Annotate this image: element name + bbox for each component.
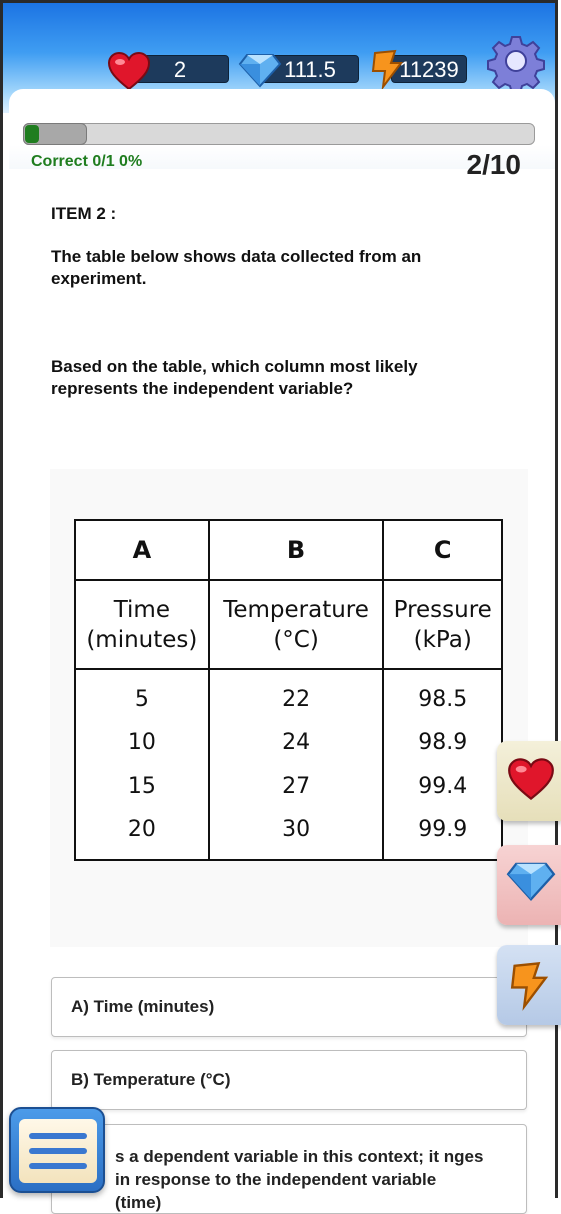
correct-status: Correct 0/1 0%	[31, 153, 143, 170]
answer-option-c-label: s a dependent variable in this context; it nges in response to the independent variable (time)	[115, 1147, 484, 1212]
table-cell: 30	[209, 808, 384, 860]
item-title: ITEM 2 :	[51, 204, 117, 223]
table-row	[75, 765, 502, 809]
table-row	[75, 669, 502, 721]
table-row	[75, 721, 502, 765]
table-row	[75, 808, 502, 860]
table-cell: 98.5	[383, 669, 502, 721]
table-header-row	[75, 520, 502, 580]
table-cell: 98.9	[383, 721, 502, 765]
unit-label: (°C)	[273, 626, 319, 653]
unit-name: Temperature	[223, 596, 369, 623]
unit-label: (minutes)	[86, 626, 198, 653]
answer-option-b[interactable]: B) Temperature (°C)	[51, 1050, 527, 1110]
bolt-icon	[369, 49, 405, 89]
question-counter: 2/10	[466, 149, 521, 180]
menu-button[interactable]	[9, 1107, 105, 1193]
table-header-cell: C	[383, 520, 502, 580]
progress-track	[23, 123, 535, 145]
table-unit-cell	[383, 580, 502, 669]
table-cell: 24	[209, 721, 384, 765]
gems-counter: 111.5	[261, 55, 359, 83]
unit-name: Pressure	[393, 596, 492, 623]
buy-hearts-button[interactable]	[497, 741, 561, 821]
buy-bolts-button[interactable]	[497, 945, 561, 1025]
table-cell: 22	[209, 669, 384, 721]
buy-gems-button[interactable]	[497, 845, 561, 925]
data-table	[74, 519, 503, 861]
table-cell: 99.9	[383, 808, 502, 860]
table-cell: 99.4	[383, 765, 502, 809]
table-cell: 15	[75, 765, 209, 809]
menu-icon	[19, 1119, 97, 1183]
table-cell: 27	[209, 765, 384, 809]
bolt-icon	[507, 961, 551, 1009]
hearts-counter: 2	[131, 55, 229, 83]
table-cell: 10	[75, 721, 209, 765]
heart-icon	[107, 51, 151, 91]
question-intro: The table below shows data collected from an experiment.	[51, 247, 422, 288]
heart-icon	[507, 757, 555, 801]
answer-option-a[interactable]: A) Time (minutes)	[51, 977, 527, 1037]
table-unit-cell	[75, 580, 209, 669]
table-unit-cell	[209, 580, 384, 669]
bolts-counter: 11239	[391, 55, 467, 83]
unit-name: Time	[113, 596, 170, 623]
gear-icon[interactable]	[490, 35, 542, 87]
table-cell: 20	[75, 808, 209, 860]
gem-icon	[507, 861, 555, 901]
table-header-cell: A	[75, 520, 209, 580]
gem-icon	[239, 53, 281, 87]
answer-option-c[interactable]	[51, 1124, 527, 1214]
question-prompt: Based on the table, which column most likely represents the independent variable?	[51, 357, 418, 398]
progress-correct-marker	[25, 125, 39, 143]
table-cell: 5	[75, 669, 209, 721]
unit-label: (kPa)	[413, 626, 472, 653]
table-units-row	[75, 580, 502, 669]
table-header-cell: B	[209, 520, 384, 580]
